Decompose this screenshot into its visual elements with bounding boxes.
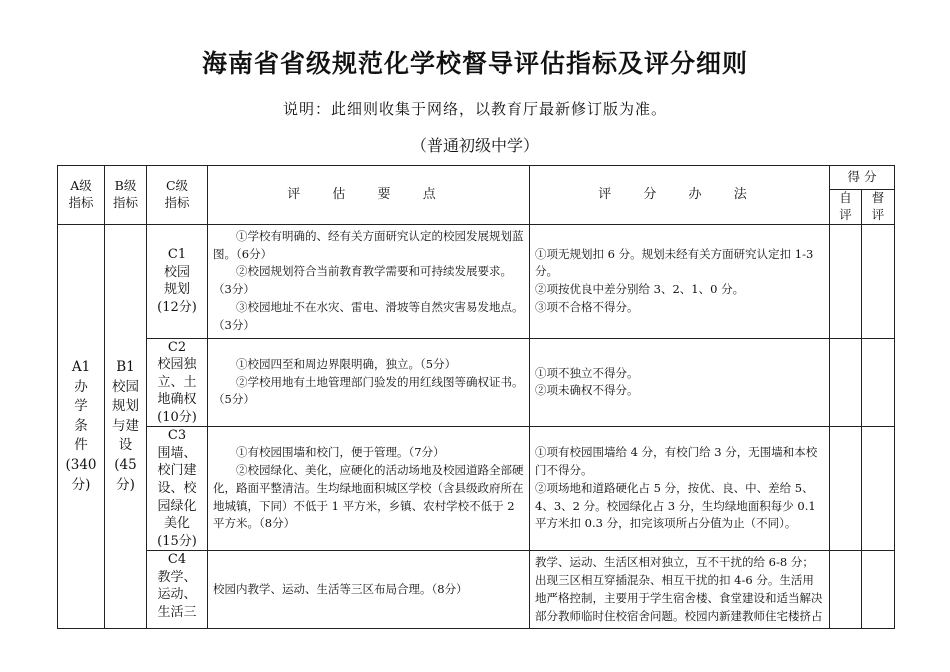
c3-line: 校门建 [157,463,197,479]
table-row [58,551,895,629]
c4-method-line: 教学、运动、生活区相对独立，互不干扰的给 6-8 分；出现三区相互穿插混杂、相互干扰的扣 4-6 分。生活用地严格控制，主要用于学生宿舍楼、食堂建设和适当解决部分教师临时住校宿舍问题。校园内新建教师住宅楼挤占 [535,555,823,623]
c4-line: 生活三 [157,604,197,620]
b1-line: 与建 [112,417,139,434]
c3-point: ②校园绿化、美化，应硬化的活动场地及校园道路全部硬化，路面平整清洁。生均绿地面积城区学校（含县级政府所在地城镇，下同）不低于 1 平方米，乡镇、农村学校不低于 2 平方米。（8分） [213,463,524,531]
a1-line: 办 [74,378,88,395]
c3-line: 园绿化 [157,498,197,514]
b1-indicator-cell [105,224,147,629]
c-level-header [147,166,208,225]
a1-line: 条 [74,417,88,434]
c-level-header-line2: 指标 [164,194,190,210]
header-row-1 [58,166,895,190]
c3-line: (15分) [157,533,197,549]
c4-points-cell [208,551,530,629]
c-level-header-line1: C级 [165,178,189,193]
c3-line: 围墙、 [157,445,197,461]
c4-line: 运动、 [157,587,197,603]
a-level-header-line2: 指标 [68,194,94,210]
b-level-header [105,166,147,225]
a1-line: A1 [71,359,91,376]
c1-line: 规划 [163,282,190,298]
score-header: 得 分 [830,166,895,190]
c2-method-line: ①项不独立不得分。 [535,365,639,380]
b1-line: 分) [116,476,135,493]
a1-line: 件 [74,437,88,454]
c1-method-line: ②项按优良中差分别给 3、2、1、0 分。 [535,282,745,297]
self-eval-line2: 评 [839,206,852,222]
c4-method-cell [530,551,830,629]
c2-self-score-cell [830,338,862,427]
table-row [58,427,895,551]
b1-line: B1 [116,359,135,376]
c1-method-cell [530,224,830,338]
c2-supervise-score-cell [862,338,895,427]
c2-line: 校园独 [157,357,197,373]
b1-line: 设 [118,437,133,454]
b1-line: 规划 [112,398,139,415]
a-level-header [58,166,105,225]
school-type-subtitle: （普通初级中学） [410,136,539,155]
c2-method-cell [530,338,830,427]
b-level-header-line1: B级 [114,178,137,193]
c4-point: 校园内教学、运动、生活等三区布局合理。（8分） [213,581,468,596]
c3-line: 设、校 [157,481,197,496]
c4-supervise-score-cell [862,551,895,629]
c4-line: 教学、 [157,569,197,585]
evaluation-table [57,165,895,629]
c3-point: ①有校园围墙和校门，便于管理。（7分） [236,445,445,460]
c3-self-score-cell [830,427,862,551]
c3-line: C3 [167,428,187,444]
c3-line: 美化 [163,516,190,532]
c1-points-cell [208,224,530,338]
c2-indicator-cell [147,338,208,427]
c2-points-cell [208,338,530,427]
c1-line: 校园 [163,264,190,280]
b1-line: 校园 [112,378,139,395]
c2-line: C2 [167,339,187,355]
table-row [58,224,895,338]
c1-line: (12分) [157,299,197,315]
c1-supervise-score-cell [862,224,895,338]
c1-method-line: ①项无规划扣 6 分。规划未经有关方面研究认定扣 1-3 分。 [535,246,814,279]
table-row [58,338,895,427]
c2-method-line: ②项未确权不得分。 [535,383,639,398]
c3-supervise-score-cell [862,427,895,551]
c2-point: ①校园四至和周边界限明确，独立。（5分） [236,356,457,371]
c2-line: 立、土 [157,374,197,390]
c1-self-score-cell [830,224,862,338]
a1-line: (340 [65,456,97,473]
supervise-eval-header [862,190,895,225]
c1-point: ②校园规划符合当前教育教学需要和可持续发展要求。（3分） [213,264,512,297]
c2-line: (10分) [157,409,197,425]
source-note: 说明：此细则收集于网络，以教育厅最新修订版为准。 [282,100,667,118]
c1-line: C1 [167,247,187,263]
c1-point: ③校园地址不在水灾、雷电、滑坡等自然灾害易发地点。（3分） [213,300,524,332]
supervise-eval-line2: 评 [871,206,885,222]
b1-line: (45 [114,456,137,473]
c3-method-line: ①项有校园围墙给 4 分，有校门给 3 分，无围墙和本校门不得分。 [535,445,818,478]
essentials-header: 评 估 要 点 [208,166,530,225]
c1-method-line: ③项不合格不得分。 [535,300,639,314]
c4-indicator-cell [147,551,208,629]
a-level-header-line1: A级 [70,178,92,193]
a1-line: 学 [74,398,88,415]
c1-point: ①学校有明确的、经有关方面研究认定的校园发展规划蓝图。（6分） [213,228,524,261]
c2-point: ②学校用地有土地管理部门验发的用红线图等确权证书。（5分） [213,374,524,407]
b-level-header-line2: 指标 [112,194,138,210]
a1-indicator-cell [58,224,105,629]
c3-method-cell [530,427,830,551]
c4-self-score-cell [830,551,862,629]
c3-method-line: ②项场地和道路硬化占 5 分，按优、良、中、差给 5、4、3、2 分。校园绿化占 3 分，生均绿地面积每少 0.1 平方米扣 0.3 分，扣完该项所占分值为止（不同）。 [535,480,816,531]
c4-line: C4 [167,552,187,568]
self-eval-header [830,190,862,225]
c3-indicator-cell [147,427,208,551]
supervise-eval-line1: 督 [871,190,885,205]
page-title: 海南省省级规范化学校督导评估指标及评分细则 [201,49,748,78]
c2-line: 地确权 [157,392,197,408]
method-header: 评 分 办 法 [530,166,830,225]
self-eval-line1: 自 [839,190,852,205]
a1-line: 分) [71,476,91,493]
c1-indicator-cell [147,224,208,338]
c3-points-cell [208,427,530,551]
